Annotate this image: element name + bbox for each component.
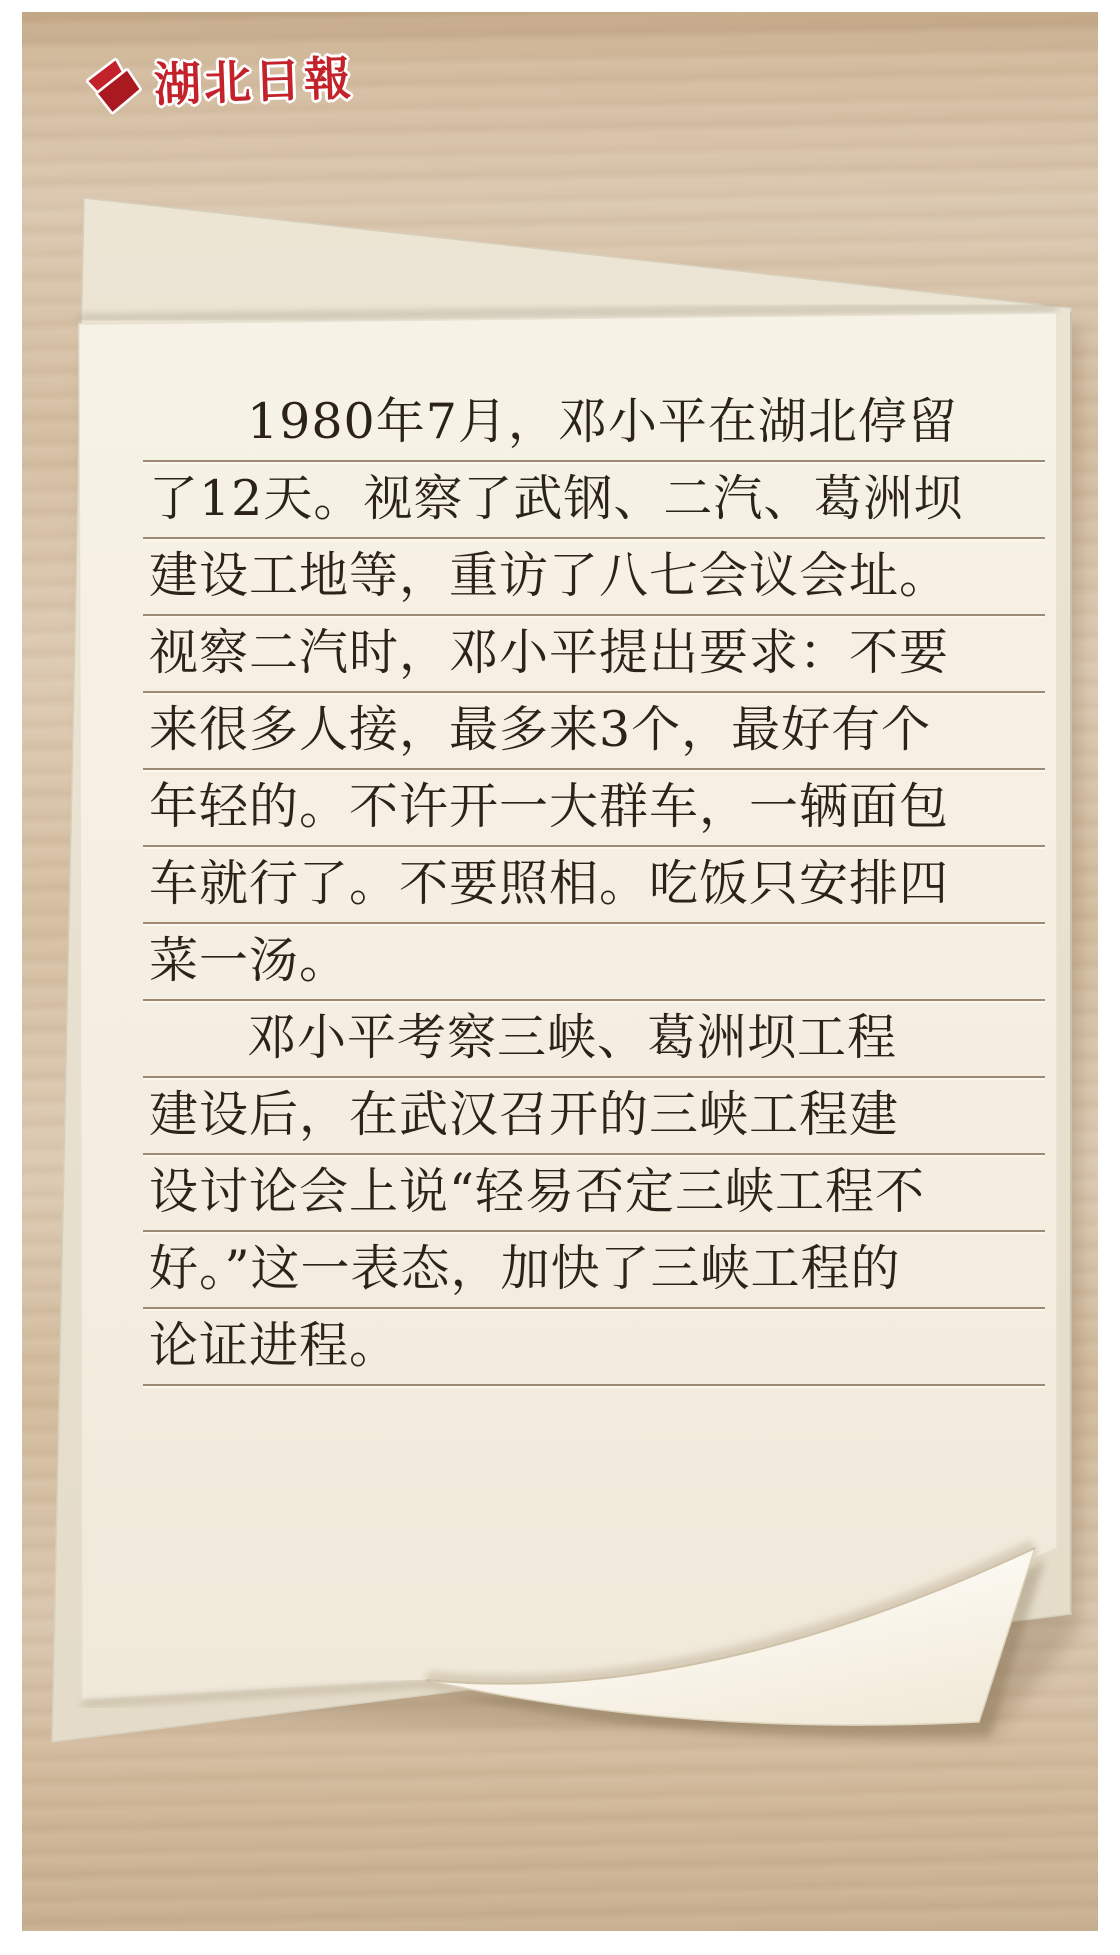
- text-line: 了12天。视察了武钢、二汽、葛洲坝: [143, 462, 1045, 539]
- text-line: 好。”这一表态，加快了三峡工程的: [143, 1232, 1045, 1309]
- text-line: 建设后，在武汉召开的三峡工程建: [143, 1078, 1045, 1155]
- hubei-daily-flag-icon: [81, 57, 147, 117]
- text-line: 1980年7月，邓小平在湖北停留: [143, 385, 1045, 462]
- text-line: 论证进程。: [143, 1309, 1045, 1386]
- text-line: 建设工地等，重访了八七会议会址。: [143, 539, 1045, 616]
- text-line: 视察二汽时，邓小平提出要求：不要: [143, 616, 1045, 693]
- text-line: 车就行了。不要照相。吃饭只安排四: [143, 847, 1045, 924]
- wood-background: [22, 12, 1098, 1931]
- brand-logo-text: 湖北日報: [153, 50, 355, 113]
- text-line: 来很多人接，最多来3个，最好有个: [143, 693, 1045, 770]
- text-line: 菜一汤。: [143, 924, 1045, 1001]
- notepad-text: [143, 385, 1045, 1386]
- brand-logo: [81, 49, 355, 116]
- text-line: 年轻的。不许开一大群车，一辆面包: [143, 770, 1045, 847]
- text-line: 设讨论会上说“轻易否定三峡工程不: [143, 1155, 1045, 1232]
- text-line: 邓小平考察三峡、葛洲坝工程: [143, 1001, 1045, 1078]
